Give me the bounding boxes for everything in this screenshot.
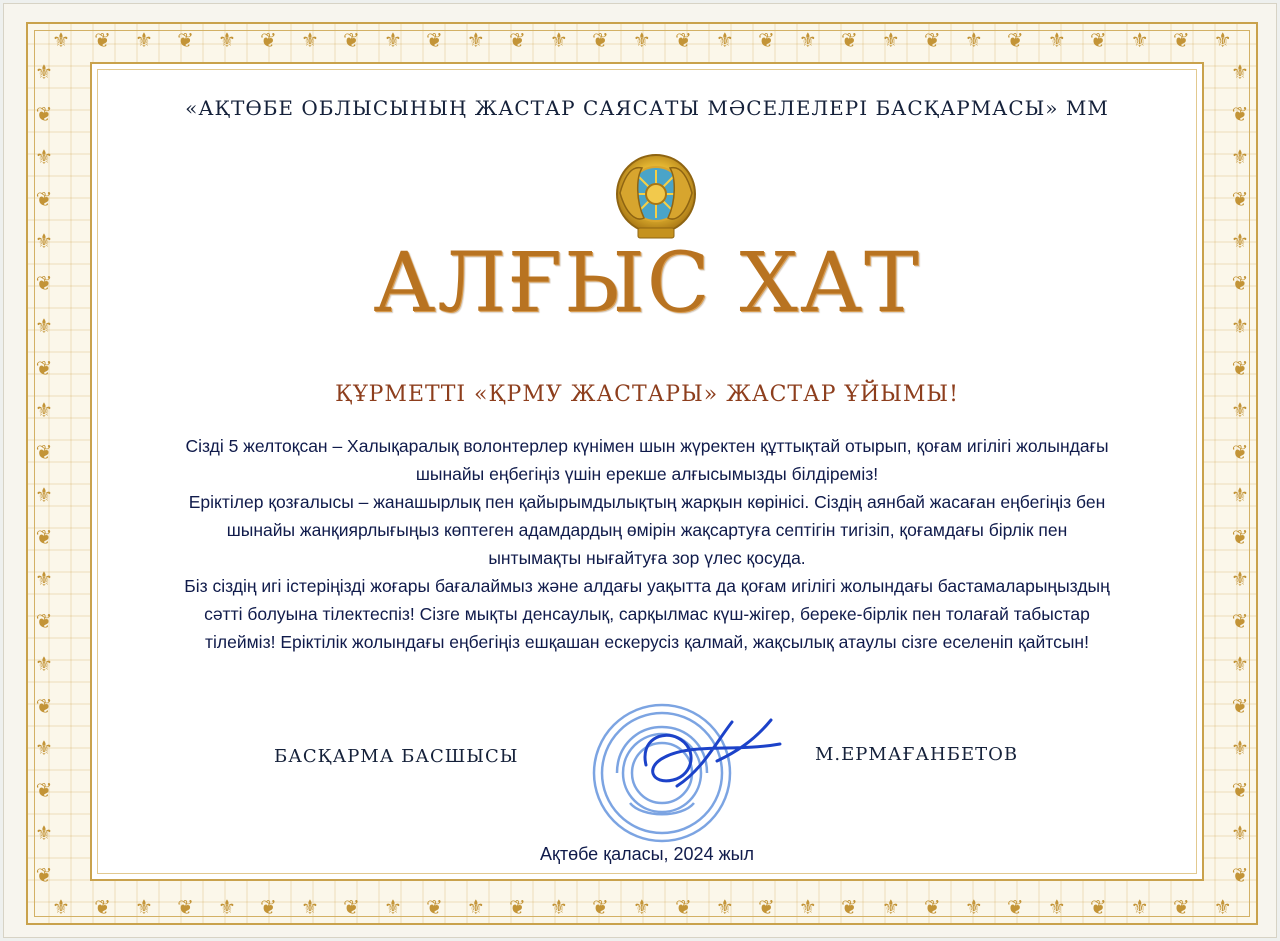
addressee-line: ҚҰРМЕТТІ «ҚРМУ ЖАСТАРЫ» ЖАСТАР ҰЙЫМЫ! <box>335 382 959 407</box>
signer-title: БАСҚАРМА БАСШЫСЫ <box>274 746 519 767</box>
signer-name: М.ЕРМАҒАНБЕТОВ <box>815 744 1019 765</box>
certificate-body <box>180 432 1114 656</box>
body-paragraph-2: Еріктілер қозғалысы – жанашырлық пен қайырымдылықтың жарқын көрінісі. Сіздің аянбай жасаған еңбегіңіз бен шынайы жанқиярлығыңыз көптеген адамдардың өмірін жақсартуға септігін тигізіп, қоғамдағы бірлік пен ынтымақты нығайтуға зор үлес қосуда. <box>188 492 1106 568</box>
top-ornament-row: ⚜ ❦ ⚜ ❦ ⚜ ❦ ⚜ ❦ ⚜ ❦ ⚜ ❦ ⚜ ❦ ⚜ ❦ ⚜ ❦ ⚜ ❦ ⚜ ❦ ⚜ ❦ ⚜ ❦ ⚜ ❦ ⚜ <box>52 28 1232 52</box>
certificate-title: АЛҒЫС ХАТ <box>373 236 921 331</box>
body-paragraph-1: Сізді 5 желтоқсан – Халықаралық волонтерлер күнімен шын жүректен құттықтай отырып, қоғам игілігі жолындағы шынайы еңбегіңіз үшін ерекше алғысымызды білдіреміз! <box>185 436 1109 484</box>
state-emblem-icon <box>606 146 706 246</box>
left-ornament-column: ⚜ ❦ ⚜ ❦ ⚜ ❦ ⚜ ❦ ⚜ ❦ ⚜ ❦ ⚜ ❦ ⚜ ❦ ⚜ ❦ ⚜ ❦ <box>35 60 53 887</box>
body-paragraph-3: Біз сіздің игі істеріңізді жоғары бағалаймыз және алдағы уақытта да қоғам игілігі жолындағы бастамаларыңыздың сәтті болуына тілектеспіз! Сізге мықты денсаулық, сарқылмас күш-жігер, береке-бірлік пен толағай табыстар тілейміз! Еріктілік жолындағы еңбегіңіз ешқашан ескерусіз қалмай, жақсылық атаулы сізге еселеніп қайтсын! <box>184 576 1110 652</box>
bottom-ornament-row: ⚜ ❦ ⚜ ❦ ⚜ ❦ ⚜ ❦ ⚜ ❦ ⚜ ❦ ⚜ ❦ ⚜ ❦ ⚜ ❦ ⚜ ❦ ⚜ ❦ ⚜ ❦ ⚜ ❦ ⚜ ❦ ⚜ <box>52 895 1232 919</box>
place-and-year: Ақтөбе қаласы, 2024 жыл <box>539 844 755 864</box>
organization-name: «АҚТӨБЕ ОБЛЫСЫНЫҢ ЖАСТАР САЯСАТЫ МӘСЕЛЕЛЕРІ БАСҚАРМАСЫ» ММ <box>185 96 1109 120</box>
certificate-paper <box>90 62 1204 881</box>
certificate-frame <box>4 4 1276 937</box>
signature-icon <box>620 702 790 808</box>
right-ornament-column: ⚜ ❦ ⚜ ❦ ⚜ ❦ ⚜ ❦ ⚜ ❦ ⚜ ❦ ⚜ ❦ ⚜ ❦ ⚜ ❦ ⚜ ❦ <box>1231 60 1249 887</box>
